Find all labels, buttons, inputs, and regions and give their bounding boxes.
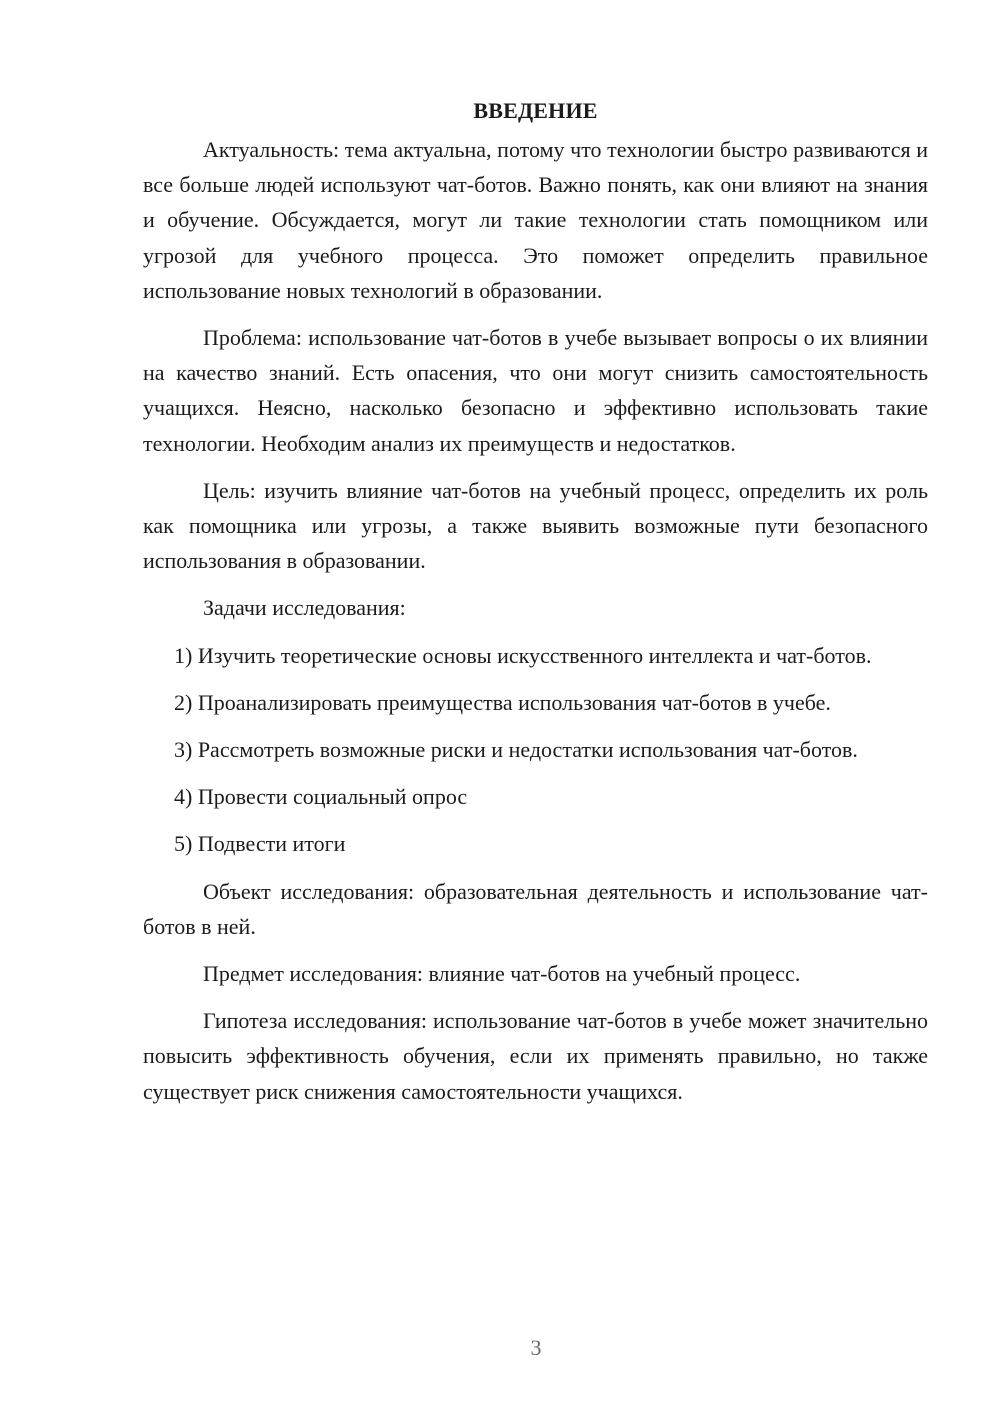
problem-paragraph: Проблема: использование чат-ботов в учебе вызывает вопросы о их влиянии на качество знаний. Есть опасения, что они могут снизить самостоятельность учащихся. Неясно, насколько безопасно и эффективно использовать такие технологии. Необходим анализ их преимуществ и недостатков. <box>143 325 928 456</box>
object-paragraph: Объект исследования: образовательная деятельность и использование чат-ботов в ней. <box>143 878 928 939</box>
relevance-paragraph: Актуальность: тема актуальна, потому что технологии быстро развиваются и все больше людей используют чат-ботов. Важно понять, как они влияют на знания и обучение. Обсуждается, могут ли такие технологии стать помощником или угрозой для учебного процесса. Это поможет определить правильное использование новых технологий в образовании. <box>143 137 928 303</box>
task-item: 1) Изучить теоретические основы искусственного интеллекта и чат-ботов. <box>174 642 872 668</box>
page-title: ВВЕДЕНИЕ <box>473 98 598 123</box>
hypothesis-paragraph: Гипотеза исследования: использование чат-ботов в учебе может значительно повысить эффективность обучения, если их применять правильно, но также существует риск снижения самостоятельности учащихся. <box>143 1008 928 1104</box>
page-content <box>143 96 928 1121</box>
subject-paragraph: Предмет исследования: влияние чат-ботов на учебный процесс. <box>203 961 801 987</box>
tasks-list <box>143 638 928 862</box>
task-item: 3) Рассмотреть возможные риски и недостатки использования чат-ботов. <box>174 737 858 763</box>
task-item: 2) Проанализировать преимущества использования чат-ботов в учебе. <box>174 689 831 715</box>
page-number: 3 <box>530 1335 542 1360</box>
goal-paragraph: Цель: изучить влияние чат-ботов на учебный процесс, определить их роль как помощника или угрозы, а также выявить возможные пути безопасного использования в образовании. <box>143 477 928 574</box>
tasks-heading: Задачи исследования: <box>203 595 406 621</box>
task-item: 4) Провести социальный опрос <box>174 784 468 810</box>
task-item: 5) Подвести итоги <box>174 831 346 857</box>
